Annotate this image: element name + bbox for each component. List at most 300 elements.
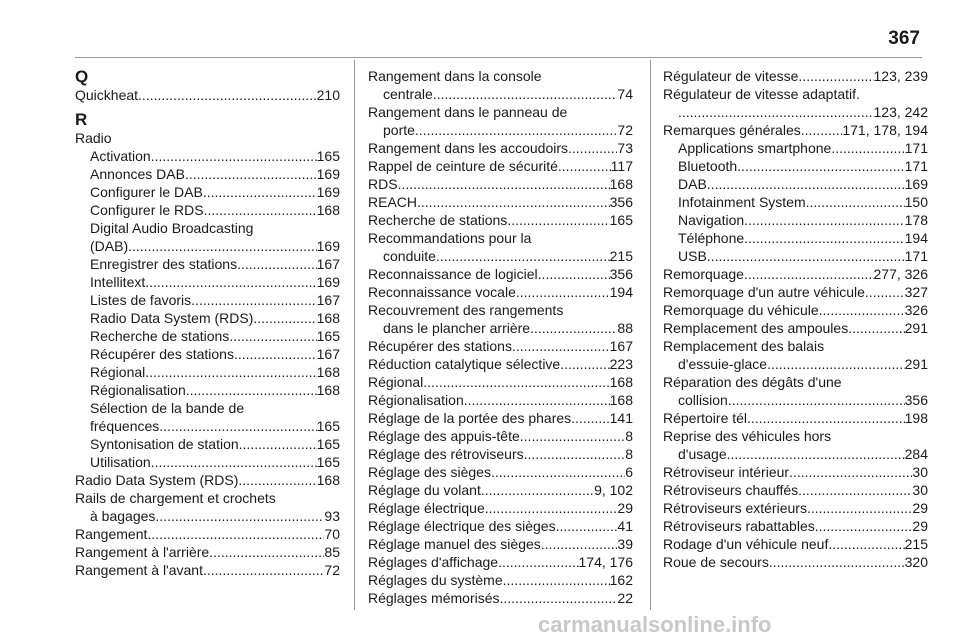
dot-leader: [744, 265, 874, 283]
dot-leader: [769, 553, 905, 571]
page-reference: 168: [316, 472, 340, 488]
page-reference: 327: [904, 284, 928, 300]
entry-term: Réglage des appuis-tête: [368, 428, 520, 444]
entry-term: Rangement dans les accoudoirs: [368, 140, 569, 156]
entry-term: Téléphone: [678, 230, 745, 246]
page-reference: 85: [324, 544, 340, 560]
index-subentry: [75, 237, 340, 255]
entry-term: Rappel de ceinture de sécurité: [368, 158, 558, 174]
index-entry: [368, 373, 633, 391]
dot-leader: [520, 427, 625, 445]
entry-term: collision: [678, 392, 728, 408]
index-entry: [368, 175, 633, 193]
index-entry: [663, 499, 928, 517]
entry-term: Infotainment System: [678, 194, 806, 210]
entry-term: Répertoire tél: [663, 410, 748, 426]
page-reference: 326: [904, 302, 928, 318]
page-reference: 141: [609, 410, 633, 426]
index-entry: [368, 391, 633, 409]
dot-leader: [138, 86, 317, 104]
index-subentry: [75, 201, 340, 219]
page-reference: 168: [609, 176, 633, 192]
dot-leader: [417, 193, 610, 211]
index-entry: [368, 427, 633, 445]
entry-term: Recherche de stations: [368, 212, 508, 228]
dot-leader: [727, 445, 905, 463]
dot-leader: [209, 543, 324, 561]
entry-term: Recherche de stations: [90, 328, 230, 344]
index-entry: [368, 499, 633, 517]
page-reference: 30: [912, 464, 928, 480]
index-entry: [663, 463, 928, 481]
page-reference: 165: [316, 436, 340, 452]
index-entry: [368, 265, 633, 283]
index-entry: [368, 409, 633, 427]
page-reference: 30: [912, 482, 928, 498]
index-entry: [368, 571, 633, 589]
page-reference: 165: [316, 148, 340, 164]
page-reference: 215: [904, 536, 928, 552]
entry-term: Rangement: [75, 526, 148, 542]
page-reference: 167: [609, 338, 633, 354]
dot-leader: [485, 499, 618, 517]
page-reference: 223: [609, 356, 633, 372]
entry-term: Réglage du volant: [368, 482, 481, 498]
dot-leader: [798, 67, 873, 85]
entry-term: Récupérer des stations: [368, 338, 512, 354]
index-subentry: [368, 85, 633, 103]
index-entry: [368, 337, 633, 355]
entry-term: Régionalisation: [368, 392, 464, 408]
page-reference: 171: [904, 248, 928, 264]
index-column-2: [368, 67, 633, 607]
page-reference: 29: [912, 500, 928, 516]
entry-term: Radio Data System (RDS): [75, 472, 239, 488]
index-entry: [368, 157, 633, 175]
index-entry: Radio: [75, 130, 112, 146]
entry-term: Utilisation: [90, 454, 151, 470]
dot-leader: [815, 517, 913, 535]
dot-leader: [185, 165, 317, 183]
index-entry: [368, 193, 633, 211]
entry-term: Reconnaissance vocale: [368, 284, 516, 300]
dot-leader: [558, 157, 611, 175]
entry-term: Configurer le DAB: [90, 184, 203, 200]
dot-leader: [464, 391, 610, 409]
dot-leader: [491, 463, 625, 481]
entry-term: Reconnaissance de logiciel: [368, 266, 538, 282]
page-reference: 320: [904, 554, 928, 570]
index-subentry: [75, 255, 340, 273]
index-entry: [368, 463, 633, 481]
page-reference: 8: [625, 428, 633, 444]
entry-term: USB: [678, 248, 707, 264]
dot-leader: [707, 247, 905, 265]
index-letter-heading: R: [75, 110, 88, 129]
entry-term: RDS: [368, 176, 398, 192]
index-subentry: [75, 327, 340, 345]
page-reference: 165: [316, 418, 340, 434]
page-reference: 291: [904, 356, 928, 372]
dot-leader: [229, 327, 316, 345]
dot-leader: [530, 319, 617, 337]
index-subentry: [663, 139, 928, 157]
index-subentry: [663, 175, 928, 193]
entry-term: Régional: [368, 374, 424, 390]
page-reference: 169: [904, 176, 928, 192]
index-subentry: [663, 211, 928, 229]
page-reference: 169: [316, 274, 340, 290]
page-reference: 39: [617, 536, 633, 552]
entry-term: Régional: [90, 364, 146, 380]
entry-term: Rangement à l'arrière: [75, 544, 210, 560]
entry-term: Rétroviseurs rabattables: [663, 518, 815, 534]
entry-term: Annonces DAB: [90, 166, 185, 182]
index-entry: Reprise des véhicules hors: [663, 428, 832, 444]
index-entry: [368, 211, 633, 229]
dot-leader: [239, 435, 317, 453]
entry-term: Quickheat: [75, 87, 139, 103]
page-reference: 356: [609, 194, 633, 210]
dot-leader: [806, 193, 905, 211]
index-entry: [368, 355, 633, 373]
entry-term: Réglage manuel des sièges: [368, 536, 541, 552]
entry-term: d'essuie-glace: [678, 356, 768, 372]
page-reference: 210: [316, 87, 340, 103]
index-entry: [663, 301, 928, 319]
page-reference: 6: [625, 464, 633, 480]
header-rule: [75, 57, 922, 58]
index-subentry: [75, 507, 340, 525]
dot-leader: [512, 337, 610, 355]
dot-leader: [481, 481, 594, 499]
entry-term: Réglage des rétroviseurs: [368, 446, 524, 462]
dot-leader: [560, 355, 609, 373]
dot-leader: [524, 445, 626, 463]
page-reference: 168: [316, 364, 340, 380]
page-reference: 171, 178, 194: [842, 122, 928, 138]
entry-term: Réglage des sièges: [368, 464, 491, 480]
index-entry: [663, 409, 928, 427]
entry-term: Rangement à l'avant: [75, 562, 203, 578]
index-subentry: [75, 363, 340, 381]
index-subentry: [75, 165, 340, 183]
entry-term: Régionalisation: [90, 382, 186, 398]
dot-leader: [128, 237, 317, 255]
entry-term: fréquences: [90, 418, 160, 434]
entry-term: Réglages mémorisés: [368, 590, 500, 606]
index-entry: [368, 517, 633, 535]
page-reference: 123, 242: [873, 104, 928, 120]
page-reference: 123, 239: [873, 68, 928, 84]
dot-leader: [516, 283, 610, 301]
index-entry: [75, 525, 340, 543]
index-subentry: [663, 355, 928, 373]
index-entry: [663, 67, 928, 85]
index-subentry: [75, 453, 340, 471]
dot-leader: [571, 409, 609, 427]
dot-leader: [159, 417, 316, 435]
index-entry: [663, 517, 928, 535]
entry-term: Réglages du système: [368, 572, 503, 588]
dot-leader: [237, 255, 317, 273]
index-subentry: [368, 247, 633, 265]
index-column-1: [75, 67, 340, 579]
entry-term: Roue de secours: [663, 554, 769, 570]
index-subentry: [663, 157, 928, 175]
index-entry: [368, 481, 633, 499]
page-reference: 167: [316, 256, 340, 272]
column-divider: [650, 60, 651, 610]
dot-leader: [831, 139, 904, 157]
index-entry: [75, 471, 340, 489]
dot-leader: [798, 481, 912, 499]
entry-term: Réglage de la portée des phares: [368, 410, 572, 426]
dot-leader: [737, 157, 904, 175]
page-reference: 284: [904, 446, 928, 462]
index-letter-heading: Q: [75, 67, 89, 86]
dot-leader: [498, 553, 578, 571]
index-subentry: [663, 229, 928, 247]
dot-leader: [678, 103, 874, 121]
dot-leader: [423, 373, 609, 391]
page-reference: 277, 326: [873, 266, 928, 282]
index-entry: Réparation des dégâts d'une: [663, 374, 842, 390]
dot-leader: [865, 283, 905, 301]
dot-leader: [828, 535, 904, 553]
entry-term: Enregistrer des stations: [90, 256, 238, 272]
entry-term: DAB: [678, 176, 707, 192]
page-reference: 356: [904, 392, 928, 408]
page-reference: 198: [904, 410, 928, 426]
dot-leader: [747, 409, 905, 427]
page-reference: 29: [617, 500, 633, 516]
entry-term: Récupérer des stations: [90, 346, 234, 362]
entry-term: Intellitext: [90, 274, 146, 290]
page-reference: 165: [316, 454, 340, 470]
index-entry: Remplacement des balais: [663, 338, 825, 354]
page-reference: 171: [904, 158, 928, 174]
page-reference: 150: [904, 194, 928, 210]
page-reference: 194: [904, 230, 928, 246]
page-reference: 162: [609, 572, 633, 588]
watermark: carmanualsonline.info: [538, 612, 772, 637]
dot-leader: [151, 147, 317, 165]
dot-leader: [398, 175, 610, 193]
page-reference: 165: [316, 328, 340, 344]
dot-leader: [568, 139, 617, 157]
index-entry: [663, 283, 928, 301]
index-entry: [663, 535, 928, 553]
index-subentry: [663, 103, 928, 121]
entry-term: centrale: [383, 86, 433, 102]
dot-leader: [151, 453, 317, 471]
entry-term: dans le plancher arrière: [383, 320, 531, 336]
index-entry: [663, 481, 928, 499]
page-reference: 72: [324, 562, 340, 578]
page-reference: 74: [617, 86, 633, 102]
column-divider: [354, 60, 355, 610]
page-reference: 168: [316, 202, 340, 218]
index-subentry: [663, 445, 928, 463]
entry-term: Remorquage du véhicule: [663, 302, 819, 318]
entry-term: Remorquage d'un autre véhicule: [663, 284, 865, 300]
entry-term: d'usage: [678, 446, 727, 462]
entry-term: Syntonisation de station: [90, 436, 239, 452]
dot-leader: [789, 463, 912, 481]
index-subentry: [663, 247, 928, 265]
page-reference: 165: [609, 212, 633, 228]
page-reference: 291: [904, 320, 928, 336]
dot-leader: [507, 211, 609, 229]
dot-leader: [503, 571, 610, 589]
index-entry: Rangement dans la console: [368, 68, 542, 84]
dot-leader: [415, 121, 618, 139]
entry-term: Navigation: [678, 212, 745, 228]
page-reference: 22: [617, 590, 633, 606]
entry-term: Rétroviseurs chauffés: [663, 482, 799, 498]
page-reference: 9, 102: [594, 482, 633, 498]
index-entry: [368, 553, 633, 571]
page-reference: 169: [316, 166, 340, 182]
dot-leader: [234, 345, 317, 363]
page-reference: 88: [617, 320, 633, 336]
dot-leader: [253, 309, 316, 327]
index-subentry: [75, 183, 340, 201]
index-entry: Rangement dans le panneau de: [368, 104, 568, 120]
index-entry: Recommandations pour la: [368, 230, 532, 246]
page-reference: 356: [609, 266, 633, 282]
page-reference: 168: [316, 310, 340, 326]
entry-term: (DAB): [90, 238, 129, 254]
index-entry: [368, 535, 633, 553]
index-entry: Rails de chargement et crochets: [75, 490, 276, 506]
entry-term: Remplacement des ampoules: [663, 320, 849, 336]
dot-leader: [203, 561, 324, 579]
dot-leader: [538, 265, 610, 283]
index-subentry: [75, 273, 340, 291]
entry-term: Bluetooth: [678, 158, 738, 174]
index-entry: [368, 139, 633, 157]
entry-term: à bagages: [90, 508, 156, 524]
index-subentry: Sélection de la bande de: [90, 400, 245, 416]
index-subentry: [663, 193, 928, 211]
dot-leader: [204, 201, 317, 219]
entry-term: conduite: [383, 248, 436, 264]
dot-leader: [500, 589, 618, 607]
page-reference: 167: [316, 292, 340, 308]
index-entry: [75, 543, 340, 561]
index-entry: [663, 121, 928, 139]
page-reference: 215: [609, 248, 633, 264]
index-subentry: [75, 417, 340, 435]
index-entry: [368, 445, 633, 463]
page-reference: 70: [324, 526, 340, 542]
dot-leader: [541, 535, 618, 553]
entry-term: Réglage électrique des sièges: [368, 518, 556, 534]
index-subentry: [75, 309, 340, 327]
index-entry: [75, 86, 340, 104]
page-reference: 168: [316, 382, 340, 398]
entry-term: Rétroviseurs extérieurs: [663, 500, 807, 516]
dot-leader: [147, 525, 324, 543]
page-reference: 41: [617, 518, 633, 534]
dot-leader: [145, 273, 316, 291]
entry-term: Rodage d'un véhicule neuf: [663, 536, 829, 552]
index-subentry: [75, 345, 340, 363]
entry-term: Configurer le RDS: [90, 202, 204, 218]
page-number: 367: [888, 28, 920, 49]
entry-term: Rétroviseur intérieur: [663, 464, 790, 480]
entry-term: Réglage électrique: [368, 500, 485, 516]
index-subentry: [75, 291, 340, 309]
page-reference: 178: [904, 212, 928, 228]
dot-leader: [145, 363, 316, 381]
dot-leader: [728, 391, 905, 409]
dot-leader: [186, 381, 317, 399]
page-reference: 72: [617, 122, 633, 138]
page-reference: 169: [316, 184, 340, 200]
dot-leader: [433, 85, 618, 103]
entry-term: Radio Data System (RDS): [90, 310, 254, 326]
page-reference: 174, 176: [578, 554, 633, 570]
entry-term: Remarques générales: [663, 122, 801, 138]
index-subentry: [368, 319, 633, 337]
entry-term: Listes de favoris: [90, 292, 192, 308]
dot-leader: [819, 301, 905, 319]
dot-leader: [238, 471, 316, 489]
page-reference: 117: [610, 158, 633, 174]
dot-leader: [767, 355, 905, 373]
index-entry: Régulateur de vitesse adaptatif.: [663, 86, 860, 102]
index-entry: [75, 561, 340, 579]
page-reference: 93: [324, 508, 340, 524]
dot-leader: [436, 247, 610, 265]
index-entry: [368, 283, 633, 301]
dot-leader: [191, 291, 316, 309]
dot-leader: [744, 211, 904, 229]
page-reference: 167: [316, 346, 340, 362]
index-entry: [663, 553, 928, 571]
index-subentry: [75, 381, 340, 399]
index-entry: [368, 589, 633, 607]
entry-term: Réduction catalytique sélective: [368, 356, 561, 372]
page-reference: 29: [912, 518, 928, 534]
dot-leader: [155, 507, 324, 525]
dot-leader: [744, 229, 904, 247]
entry-term: Réglages d'affichage: [368, 554, 499, 570]
dot-leader: [848, 319, 904, 337]
dot-leader: [801, 121, 843, 139]
dot-leader: [203, 183, 317, 201]
index-entry: Recouvrement des rangements: [368, 302, 564, 318]
index-subentry: [75, 435, 340, 453]
index-subentry: [663, 391, 928, 409]
dot-leader: [707, 175, 905, 193]
dot-leader: [556, 517, 618, 535]
entry-term: Applications smartphone: [678, 140, 832, 156]
entry-term: porte: [383, 122, 415, 138]
index-entry: [663, 265, 928, 283]
index-entry: [663, 319, 928, 337]
page-reference: 73: [617, 140, 633, 156]
entry-term: Remorquage: [663, 266, 744, 282]
page-reference: 171: [904, 140, 928, 156]
index-subentry: Digital Audio Broadcasting: [90, 220, 254, 236]
page-reference: 194: [609, 284, 633, 300]
index-subentry: [75, 147, 340, 165]
index-column-3: [663, 67, 928, 571]
